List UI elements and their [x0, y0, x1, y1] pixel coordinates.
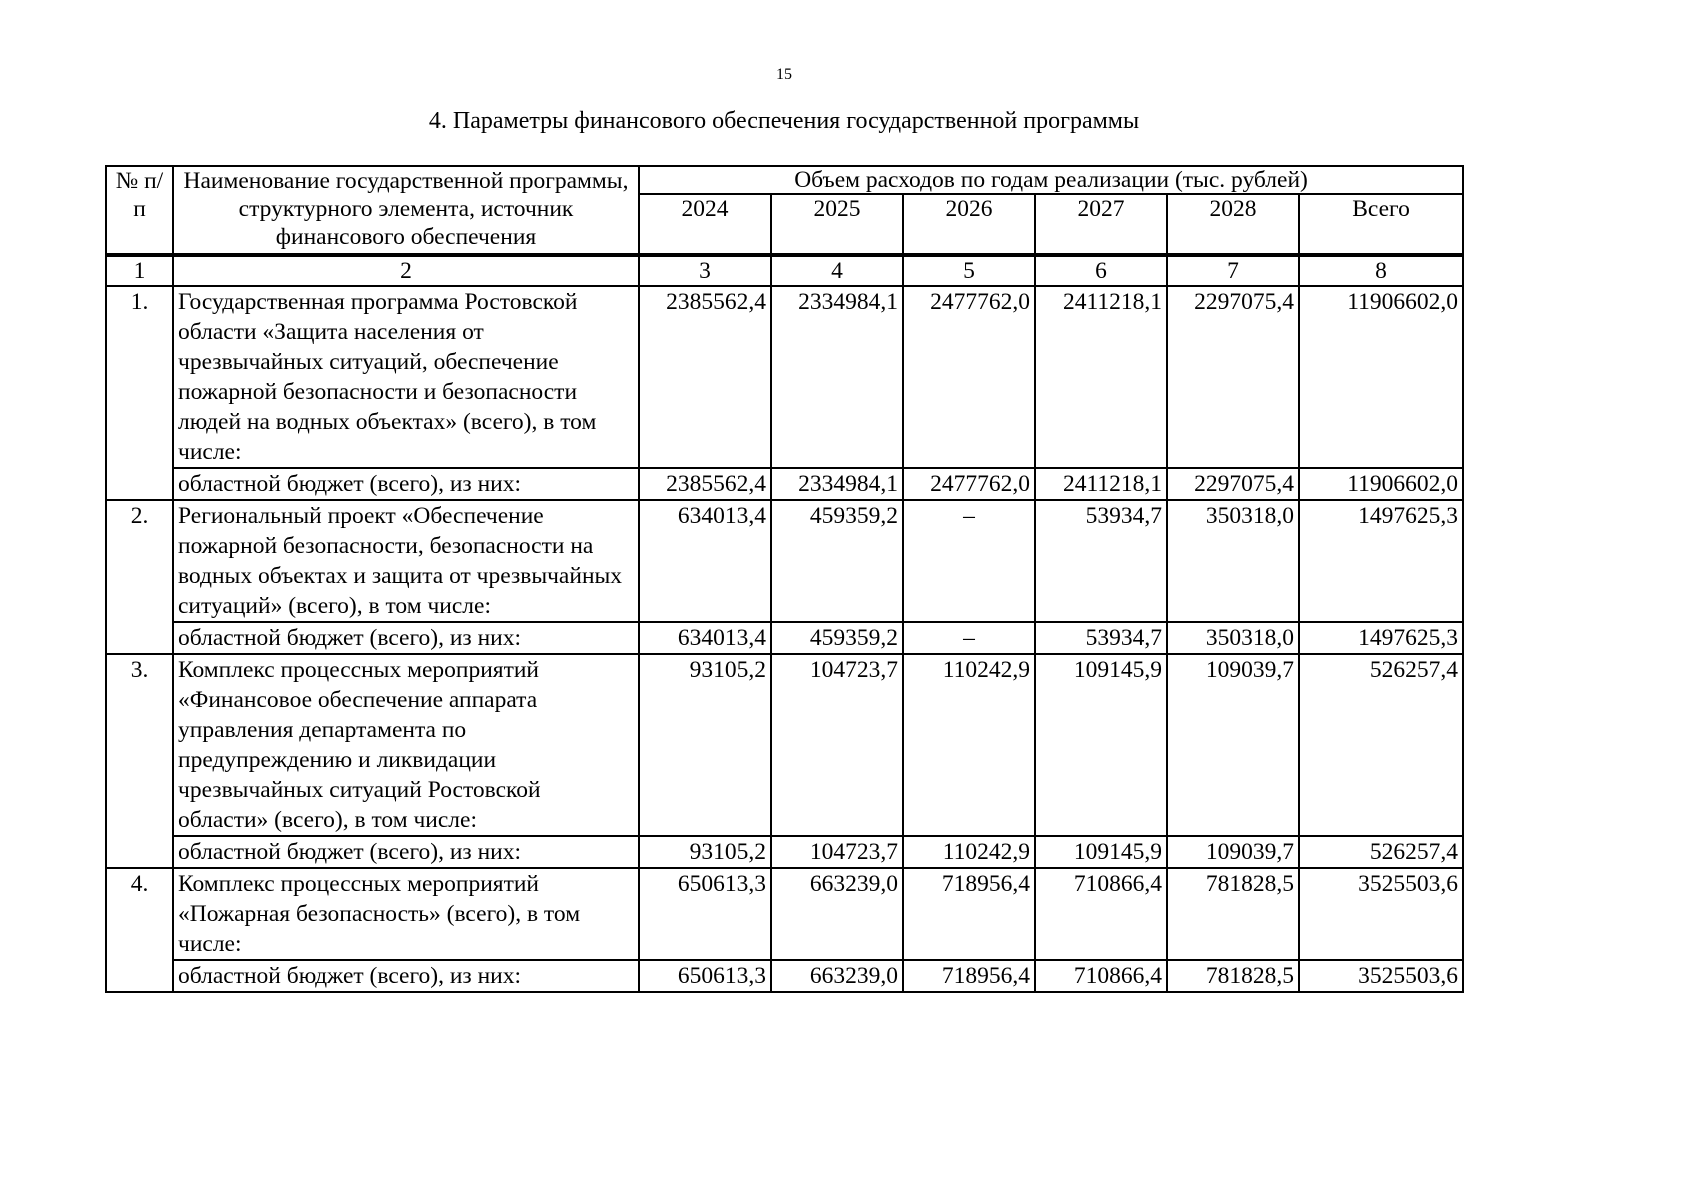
row-name: Комплекс процессных мероприятий «Пожарная безопасность» (всего), в том числе:	[173, 868, 639, 960]
value-cell: 109039,7	[1167, 654, 1299, 836]
header-year-total: Всего	[1299, 194, 1463, 255]
page-title: 4. Параметры финансового обеспечения государственной программы	[428, 108, 1140, 134]
header-col-name: Наименование государственной программы, структурного элемента, источник финансового обеспечения	[173, 166, 639, 255]
header-year: 2024	[639, 194, 771, 255]
value-total-cell: 11906602,0	[1299, 286, 1463, 468]
sub-row-name: областной бюджет (всего), из них:	[173, 836, 639, 868]
column-index: 3	[639, 255, 771, 286]
table-row	[106, 500, 1463, 622]
row-number: 1.	[106, 286, 173, 500]
table-row	[106, 868, 1463, 960]
sub-value-cell: 2334984,1	[771, 468, 903, 500]
column-index: 2	[173, 255, 639, 286]
value-cell: 634013,4	[639, 500, 771, 622]
sub-value-cell: 104723,7	[771, 836, 903, 868]
sub-value-cell: 2385562,4	[639, 468, 771, 500]
value-cell: 93105,2	[639, 654, 771, 836]
sub-value-cell: 663239,0	[771, 960, 903, 992]
header-col-volume: Объем расходов по годам реализации (тыс. рублей)	[639, 166, 1463, 194]
column-index: 8	[1299, 255, 1463, 286]
column-index: 6	[1035, 255, 1167, 286]
value-cell: 718956,4	[903, 868, 1035, 960]
sub-row-name: областной бюджет (всего), из них:	[173, 622, 639, 654]
value-cell: 663239,0	[771, 868, 903, 960]
value-total-cell: 1497625,3	[1299, 500, 1463, 622]
value-cell: 350318,0	[1167, 500, 1299, 622]
sub-value-total-cell: 3525503,6	[1299, 960, 1463, 992]
value-cell: 710866,4	[1035, 868, 1167, 960]
value-cell: 2477762,0	[903, 286, 1035, 468]
sub-row-name: областной бюджет (всего), из них:	[173, 960, 639, 992]
header-year: 2026	[903, 194, 1035, 255]
sub-value-cell: 2297075,4	[1167, 468, 1299, 500]
table-subrow	[106, 622, 1463, 654]
page-number: 15	[776, 66, 792, 83]
row-name: Комплекс процессных мероприятий «Финансовое обеспечение аппарата управления департамента по предупреждению и ликвидации чрезвычайных ситуаций Ростовской области» (всего), в том числе:	[173, 654, 639, 836]
sub-value-cell: 53934,7	[1035, 622, 1167, 654]
sub-row-name: областной бюджет (всего), из них:	[173, 468, 639, 500]
row-number: 3.	[106, 654, 173, 868]
table-body	[106, 286, 1463, 992]
value-cell: –	[903, 500, 1035, 622]
value-cell: 2334984,1	[771, 286, 903, 468]
table-header	[106, 166, 1463, 286]
column-index: 4	[771, 255, 903, 286]
column-index: 5	[903, 255, 1035, 286]
value-total-cell: 3525503,6	[1299, 868, 1463, 960]
value-cell: 2385562,4	[639, 286, 771, 468]
header-year: 2027	[1035, 194, 1167, 255]
sub-value-cell: –	[903, 622, 1035, 654]
sub-value-cell: 650613,3	[639, 960, 771, 992]
sub-value-total-cell: 526257,4	[1299, 836, 1463, 868]
value-cell: 53934,7	[1035, 500, 1167, 622]
sub-value-total-cell: 11906602,0	[1299, 468, 1463, 500]
sub-value-cell: 2477762,0	[903, 468, 1035, 500]
sub-value-cell: 350318,0	[1167, 622, 1299, 654]
sub-value-cell: 781828,5	[1167, 960, 1299, 992]
table-row	[106, 286, 1463, 468]
header-col-no: № п/п	[106, 166, 173, 255]
value-cell: 109145,9	[1035, 654, 1167, 836]
table-subrow	[106, 836, 1463, 868]
sub-value-cell: 459359,2	[771, 622, 903, 654]
row-name: Государственная программа Ростовской области «Защита населения от чрезвычайных ситуаций, обеспечение пожарной безопасности и безопасности людей на водных объектах» (всего), в том числе:	[173, 286, 639, 468]
column-index: 1	[106, 255, 173, 286]
header-year: 2025	[771, 194, 903, 255]
row-name: Региональный проект «Обеспечение пожарной безопасности, безопасности на водных объектах и защита от чрезвычайных ситуаций» (всего), в том числе:	[173, 500, 639, 622]
row-number: 4.	[106, 868, 173, 992]
sub-value-cell: 109145,9	[1035, 836, 1167, 868]
value-cell: 459359,2	[771, 500, 903, 622]
sub-value-cell: 110242,9	[903, 836, 1035, 868]
sub-value-cell: 93105,2	[639, 836, 771, 868]
table-subrow	[106, 468, 1463, 500]
value-cell: 2411218,1	[1035, 286, 1167, 468]
column-index-row	[106, 255, 1463, 286]
value-cell: 2297075,4	[1167, 286, 1299, 468]
value-total-cell: 526257,4	[1299, 654, 1463, 836]
table-row	[106, 654, 1463, 836]
column-index: 7	[1167, 255, 1299, 286]
sub-value-cell: 718956,4	[903, 960, 1035, 992]
row-number: 2.	[106, 500, 173, 654]
sub-value-cell: 710866,4	[1035, 960, 1167, 992]
header-year: 2028	[1167, 194, 1299, 255]
value-cell: 104723,7	[771, 654, 903, 836]
value-cell: 781828,5	[1167, 868, 1299, 960]
value-cell: 650613,3	[639, 868, 771, 960]
sub-value-cell: 109039,7	[1167, 836, 1299, 868]
sub-value-cell: 2411218,1	[1035, 468, 1167, 500]
sub-value-cell: 634013,4	[639, 622, 771, 654]
sub-value-total-cell: 1497625,3	[1299, 622, 1463, 654]
value-cell: 110242,9	[903, 654, 1035, 836]
financing-table	[105, 165, 1464, 993]
table-subrow	[106, 960, 1463, 992]
